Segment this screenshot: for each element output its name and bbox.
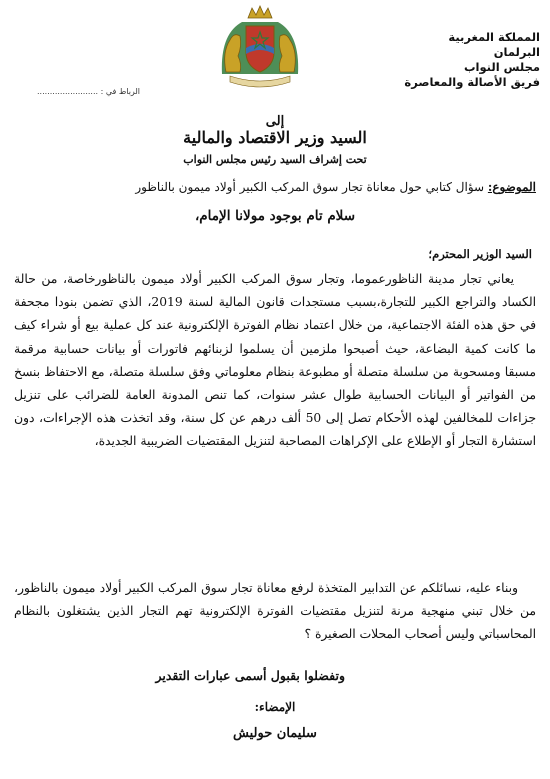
salutation: السيد الوزير المحترم؛ — [428, 247, 532, 261]
subject-label: الموضوع: — [487, 180, 536, 194]
signature-label: الإمضاء: — [254, 700, 296, 714]
subject-line — [16, 180, 536, 194]
subject-text: سؤال كتابي حول معاناة تجار سوق المركب الكبير أولاد ميمون بالناظور — [135, 180, 488, 194]
body-paragraph-2: وبناء عليه، نسائلكم عن التدابير المتخذة لرفع معاناة تجار سوق المركب الكبير أولاد ميمون بالناظور، من خلال تبني منهجية مرنة لتنزيل مقتضيات الفوترة الإلكترونية تهم التجار الذين يشتغلون بالنظام المحاسباتي وليس أصحاب المحلات الصغيرة ؟ — [14, 581, 536, 642]
coat-of-arms-emblem — [212, 4, 308, 88]
body-paragraph-1: يعاني تجار مدينة الناظورعموما، وتجار سوق المركب الكبير أولاد ميمون بالناظورخاصة، من حالة الكساد والتراجع الكبير للتجارة،بسبب مستجدات قانون المالية لسنة 2019، الذي تضمن بنودا مجحفة في حق هذه الفئة الاجتماعية، من خلال اعتماد نظام الفوترة الإلكترونية عند كل عملية بيع أو شراء كيف ما كانت كمية البضاعة، حيث أصبحوا ملزمين أن يسلموا لزبنائهم فاتورات أو بيانات حسابية مرقمة مسبقا ومسحوبة من سلسلة متصلة أو مطبوعة بنظام معلوماتي وفق سلسلة متصلة، مع الاحتفاظ بنسخ من الفواتير أو البيانات الحسابية طوال عشر سنوات، كما تنص المدونة العامة للضرائب على تنزيل جزاءات للمخالفين لهذه الأحكام تصل إلى 50 ألف درهم عن كل سنة، وقد اتخذت هذه الإجراءات، دون استشارة التجار أو الإطلاع على الإكراهات المصاحبة لتنزيل المقتضيات الضريبية الجديدة، — [14, 272, 536, 449]
closing-line: وتفضلوا بقبول أسمى عبارات التقدير — [155, 668, 345, 683]
organization-header — [390, 30, 540, 90]
org-line-parliament: البرلمان — [493, 45, 540, 59]
addressee-to: إلى — [265, 114, 285, 129]
greeting: سلام تام بوجود مولانا الإمام، — [194, 208, 356, 224]
date-line: الرباط في : ........................ — [37, 87, 140, 96]
addressee-supervision: تحت إشراف السيد رئيس مجلس النواب — [183, 153, 367, 166]
org-line-house: مجلس النواب — [463, 60, 540, 74]
org-line-party-group: فريق الأصالة والمعاصرة — [404, 75, 540, 89]
addressee-minister: السيد وزير الاقتصاد والمالية — [183, 128, 367, 147]
org-line-kingdom: المملكة المغربية — [448, 30, 540, 44]
signer-name: سليمان حوليش — [233, 726, 317, 741]
